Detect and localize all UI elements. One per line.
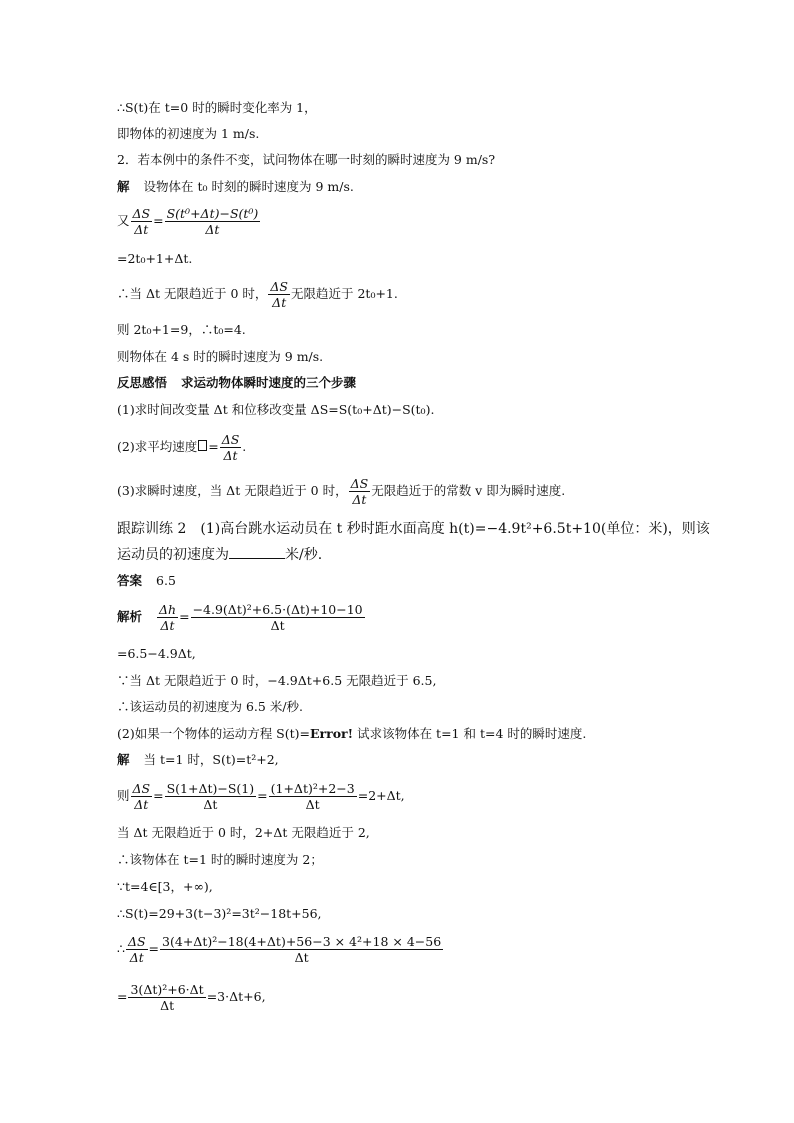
fraction-numerator: ΔS — [350, 476, 369, 491]
line-14 — [117, 521, 710, 537]
fraction-ds-dt — [220, 432, 242, 463]
line-2 — [117, 126, 259, 142]
fraction-denominator: Δt — [294, 950, 309, 965]
fraction-long-expansion — [160, 934, 443, 965]
line-3-text: 2．若本例中的条件不变，试问物体在哪一时刻的瞬时速度为 9 m/s? — [117, 152, 496, 167]
fraction-ds-dt — [126, 934, 148, 965]
line-15-post: 米/秒. — [285, 547, 323, 563]
line-12-pre: (2)求平均速度 — [117, 439, 198, 454]
fraction-denominator: Δt — [160, 618, 175, 633]
line-17-formula — [117, 602, 366, 633]
equals-sign: = — [179, 609, 190, 624]
line-20 — [117, 699, 303, 715]
line-23-tail: =2+Δt, — [357, 788, 405, 803]
line-22 — [117, 752, 279, 768]
equals-sign: = — [153, 213, 164, 228]
fraction-denominator: Δt — [134, 222, 149, 237]
line-27-text: ∴S(t)=29+3(t−3)²=3t²−18t+56, — [117, 906, 322, 921]
line-22-text: 当 t=1 时，S(t)=t²+2, — [143, 752, 279, 767]
line-24 — [117, 825, 370, 841]
fraction-numerator: S(1+Δt)−S(1) — [166, 781, 255, 796]
line-21-post: 试求该物体在 t=1 和 t=4 时的瞬时速度. — [353, 726, 587, 741]
line-28-formula — [117, 934, 444, 965]
fraction-expanded — [269, 781, 357, 812]
fraction-denominator: Δt — [134, 797, 149, 812]
fraction-numerator: (1+Δt)²+2−3 — [270, 781, 355, 796]
line-13-post: 无限趋近于的常数 v 即为瞬时速度. — [371, 483, 566, 498]
line-3 — [117, 152, 495, 168]
line-25 — [117, 852, 323, 868]
line-18 — [117, 646, 196, 662]
line-6 — [117, 251, 192, 267]
line-23-formula — [117, 781, 405, 812]
fraction-denominator: Δt — [129, 950, 144, 965]
line-4-text: 设物体在 t₀ 时刻的瞬时速度为 9 m/s. — [143, 179, 354, 194]
fraction-numerator: ΔS — [132, 206, 151, 221]
line-4 — [117, 179, 354, 195]
line-26-text: ∵t=4∈[3，+∞), — [117, 879, 213, 894]
fraction-denominator: Δt — [270, 618, 285, 633]
fraction-simplified — [128, 982, 205, 1013]
line-25-text: ∴该物体在 t=1 时的瞬时速度为 2； — [117, 852, 323, 867]
fraction-denominator: Δt — [272, 295, 287, 310]
line-9-text: 则物体在 4 s 时的瞬时速度为 9 m/s. — [117, 349, 324, 364]
line-11 — [117, 402, 434, 418]
fraction-denominator: Δt — [305, 797, 320, 812]
equals-sign: = — [208, 439, 219, 454]
equals-sign: = — [148, 941, 160, 956]
fraction-numerator: ΔS — [221, 432, 240, 447]
reflection-title: 求运动物体瞬时速度的三个步骤 — [181, 375, 357, 390]
fraction-numerator: Δh — [159, 602, 177, 617]
fraction-ds-dt — [349, 476, 371, 507]
line-11-text: (1)求时间改变量 Δt 和位移改变量 ΔS=S(t₀+Δt)−S(t₀). — [117, 402, 435, 417]
line-13-pre: (3)求瞬时速度，当 Δt 无限趋近于 0 时， — [117, 483, 348, 498]
answer-value: 6.5 — [156, 573, 176, 588]
fraction-numerator: S(t⁰+Δt)−S(t⁰) — [166, 206, 259, 221]
fraction-numerator: ΔS — [270, 279, 288, 294]
line-2-text: 即物体的初速度为 1 m/s. — [117, 126, 260, 141]
line-29-formula — [117, 982, 266, 1013]
line-26 — [117, 879, 213, 895]
fraction-numerator: −4.9(Δt)²+6.5·(Δt)+10−10 — [192, 602, 363, 617]
average-velocity-symbol — [198, 440, 207, 451]
line-5-prefix: 又 — [117, 213, 130, 228]
line-7-pre: ∴当 Δt 无限趋近于 0 时， — [117, 286, 268, 301]
fraction-s-difference — [165, 206, 261, 237]
line-15-pre: 运动员的初速度为 — [117, 547, 229, 563]
fraction-ds-dt — [131, 206, 153, 237]
line-23-prefix: 则 — [117, 788, 130, 803]
line-20-text: ∴该运动员的初速度为 6.5 米/秒. — [117, 699, 304, 714]
line-10 — [117, 375, 356, 391]
fraction-denominator: Δt — [160, 998, 175, 1013]
answer-label: 答案 — [117, 573, 143, 588]
fraction-denominator: Δt — [223, 448, 238, 463]
line-24-text: 当 Δt 无限趋近于 0 时，2+Δt 无限趋近于 2, — [117, 825, 370, 840]
line-7-formula — [117, 279, 398, 310]
line-5-formula — [117, 206, 261, 237]
line-12-formula — [117, 432, 246, 463]
fraction-ds-dt — [131, 781, 153, 812]
fraction-numerator: 3(4+Δt)²−18(4+Δt)+56−3 × 4²+18 × 4−56 — [162, 934, 442, 949]
line-29-tail: =3·Δt+6, — [206, 989, 266, 1004]
line-9 — [117, 349, 323, 365]
fraction-numerator: ΔS — [127, 934, 146, 949]
solution-label: 解 — [117, 179, 130, 194]
fraction-dh-dt — [157, 602, 178, 633]
fraction-numerator: 3(Δt)²+6·Δt — [130, 982, 204, 997]
answer-blank — [229, 546, 285, 559]
line-8-text: 则 2t₀+1=9，∴t₀=4. — [117, 322, 246, 337]
line-8 — [117, 322, 246, 338]
line-21-pre: (2)如果一个物体的运动方程 S(t)= — [117, 726, 310, 741]
line-7-post: 无限趋近于 2t₀+1. — [291, 286, 398, 301]
line-15 — [117, 546, 322, 563]
line-1-text: ∴S(t)在 t=0 时的瞬时变化率为 1， — [117, 100, 317, 115]
fraction-denominator: Δt — [203, 797, 218, 812]
line-27 — [117, 906, 322, 922]
line-19-text: ∵当 Δt 无限趋近于 0 时，−4.9Δt+6.5 无限趋近于 6.5, — [117, 673, 437, 688]
fraction-ds-dt — [268, 279, 290, 310]
line-21 — [117, 726, 586, 742]
line-13-formula — [117, 476, 565, 507]
error-marker: Error! — [310, 726, 354, 741]
fraction-numerator: ΔS — [132, 781, 151, 796]
solution-label: 解 — [117, 752, 130, 767]
analysis-label: 解析 — [117, 609, 143, 624]
line-28-prefix: ∴ — [117, 941, 125, 956]
line-19 — [117, 673, 436, 689]
line-6-text: =2t₀+1+Δt. — [117, 251, 193, 266]
line-18-text: =6.5−4.9Δt, — [117, 646, 196, 661]
equals-sign: = — [153, 788, 164, 803]
fraction-denominator: Δt — [205, 222, 220, 237]
equals-sign: = — [257, 788, 268, 803]
reflection-label: 反思感悟 — [117, 375, 168, 390]
line-1 — [117, 100, 317, 116]
line-16 — [117, 573, 176, 589]
fraction-height-difference — [191, 602, 365, 633]
line-14-text: 跟踪训练 2 (1)高台跳水运动员在 t 秒时距水面高度 h(t)=−4.9t²+6.5t+10(单位：米)，则该 — [117, 521, 710, 537]
line-12-post: . — [242, 439, 247, 454]
equals-sign: = — [117, 989, 128, 1004]
fraction-denominator: Δt — [352, 492, 367, 507]
fraction-s-difference — [165, 781, 257, 812]
